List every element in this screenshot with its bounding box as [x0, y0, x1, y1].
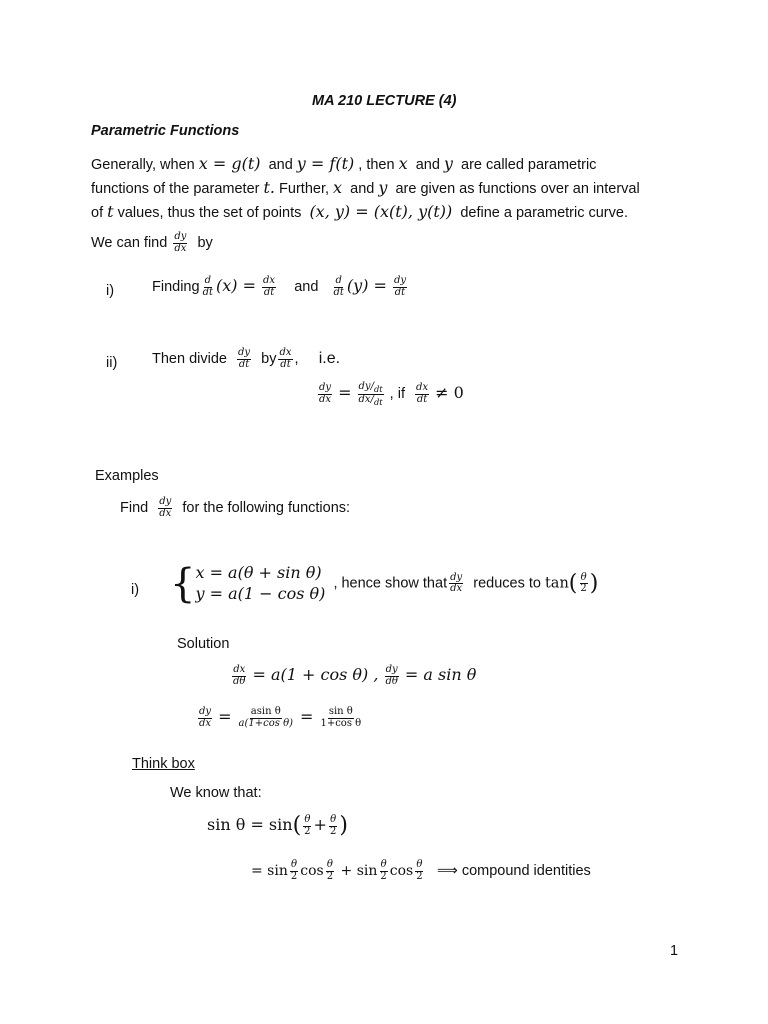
intro-line-3 [91, 202, 628, 221]
math-expr: sin θ = sin [207, 815, 293, 834]
fraction-dx-dt: $\frac{dx}{dt}$ [416, 382, 429, 405]
dydx-result [196, 707, 364, 729]
section-title: Parametric Functions [91, 123, 240, 139]
sin-identity: sin θ = sin( $\frac{\theta}{2}$ + $\frac{\theta}{2}$ ) [207, 813, 348, 839]
text: reduces to [473, 575, 541, 592]
fraction-dy-dx: $\frac{dy}{dx}$ [450, 571, 463, 595]
equation-system [195, 563, 325, 605]
fraction-dx-dtheta: $\frac{dx}{d\theta}$ [233, 664, 246, 687]
denominator: 1+cos θ [320, 717, 362, 729]
text: , [294, 350, 299, 367]
math-expr: (x) = [215, 276, 256, 295]
text: by [197, 234, 213, 251]
fraction-dx-dt: $\frac{dx}{dt}$ [263, 275, 276, 298]
intro-text: values, thus the set of points [117, 205, 302, 221]
math-var: t [107, 202, 114, 221]
page-title: MA 210 LECTURE (4) [312, 93, 457, 109]
intro-text: Further, [279, 181, 330, 197]
equation-y: y = a(1 − cos θ) [195, 583, 326, 603]
fraction-theta-2: $\frac{\theta}{2}$ [329, 814, 337, 837]
equation-x: x = a(θ + sin θ) [195, 563, 322, 582]
text: Then divide [152, 350, 227, 367]
denominator: a(1+cos θ) [238, 717, 293, 729]
text: by [261, 350, 277, 367]
math-expr: (y) = [346, 276, 387, 295]
find-dydx-line [91, 232, 213, 254]
fraction-dy-dx: $\frac{dy}{dx}$ [159, 496, 172, 519]
intro-text: are called parametric [461, 157, 597, 173]
text: We can find [91, 234, 168, 251]
solution-heading: Solution [177, 636, 230, 652]
derivative-line [230, 665, 476, 687]
fraction-dy-dt: $\frac{dy}{dt}$ [238, 347, 251, 370]
equals-sign: = [218, 707, 232, 726]
intro-text: define a parametric curve. [460, 205, 628, 221]
math-expr: = a sin θ [404, 665, 477, 684]
step-2-label: ii) [106, 355, 118, 371]
math-var: y [378, 178, 388, 197]
math-expr: ≠ 0 [435, 383, 464, 403]
text: , hence show that [333, 575, 448, 592]
equals-sign: = [300, 707, 314, 726]
fraction-d-dt: $\frac{d}{dt}$ [333, 275, 344, 298]
fraction-dy-dx: $\frac{dy}{dx}$ [174, 231, 187, 254]
fraction-dy-dx: $\frac{dy}{dx}$ [319, 382, 332, 405]
find-following [120, 497, 350, 519]
fraction-theta-2: $\frac{\theta}{2}$ [304, 814, 311, 837]
thinkbox-heading: Think box [132, 756, 195, 772]
math-var: x [398, 154, 408, 173]
example-1-label: i) [131, 582, 140, 598]
step-1-label: i) [106, 283, 115, 299]
fraction-dy-dt: $\frac{dy}{dt}$ [393, 275, 407, 298]
step-2 [152, 348, 340, 370]
text: , if [389, 386, 405, 403]
fraction-theta-2: $\frac{\theta}{2}$ [580, 571, 587, 595]
math-expr: x = g(t) [198, 154, 261, 173]
left-brace: { [170, 560, 196, 607]
intro-text: and [268, 157, 293, 173]
examples-heading: Examples [95, 468, 159, 484]
fraction-theta-2: $\frac{\theta}{2}$ [326, 859, 334, 882]
text: Find [120, 499, 149, 516]
fraction-theta-2: $\frac{\theta}{2}$ [290, 859, 298, 882]
page-number: 1 [670, 943, 679, 959]
dydx-formula [316, 382, 464, 406]
intro-line-2 [91, 178, 640, 197]
tan-function: tan [544, 575, 569, 592]
text: i.e. [318, 349, 341, 367]
we-know-text: We know that: [170, 785, 262, 801]
math-var: y [443, 154, 453, 173]
fraction-theta-2: $\frac{\theta}{2}$ [416, 859, 423, 882]
intro-text: functions of the parameter [91, 181, 260, 197]
fraction-dy-dtheta: $\frac{dy}{d\theta}$ [385, 664, 398, 687]
intro-text: are given as functions over an interval [395, 181, 640, 197]
example-1: { x = a(θ + sin θ) y = a(1 − cos θ) , hence show that $\frac{dy}{dx}$ reduces to tan( $\frac{\theta}{2}$ ) [170, 560, 599, 607]
fraction-dx-dt: $\frac{dx}{dt}$ [279, 347, 292, 370]
compound-identities-label: ⟹ compound identities [437, 863, 591, 879]
math-expr: (x, y) = (x(t), y(t)) [309, 202, 453, 221]
intro-text: , then [358, 157, 395, 173]
math-var: x [333, 178, 343, 197]
fraction-sin [319, 707, 362, 729]
step-1 [152, 276, 409, 298]
intro-text: and [350, 181, 375, 197]
intro-text: Generally, when [91, 157, 195, 173]
text: for the following functions: [182, 499, 351, 516]
math-expr: y = f(t) [296, 154, 355, 173]
equals-sign: = [338, 383, 352, 403]
fraction-theta-2: $\frac{\theta}{2}$ [380, 859, 387, 882]
fraction-dy-dx: $\frac{dy}{dx}$ [199, 706, 212, 729]
fraction-ratio: $\frac{dy/_{dt}}{dx/_{dt}}$ [358, 381, 383, 407]
numerator: sin θ [328, 706, 353, 718]
text: and [294, 279, 319, 295]
fraction-asin [238, 707, 294, 729]
sin-expansion: = sin $\frac{\theta}{2}$ cos $\frac{\theta}{2}$ + sin $\frac{\theta}{2}$ cos $\frac{\theta}{2}$ [251, 859, 423, 882]
intro-text: of [91, 205, 104, 221]
intro-line-1 [91, 154, 596, 173]
intro-text: and [415, 157, 440, 173]
math-var: t. [263, 178, 276, 197]
text: Finding [152, 279, 200, 295]
numerator: asin θ [250, 706, 281, 718]
fraction-d-dt: $\frac{d}{dt}$ [202, 275, 213, 298]
math-expr: = a(1 + cos θ) , [252, 665, 379, 684]
